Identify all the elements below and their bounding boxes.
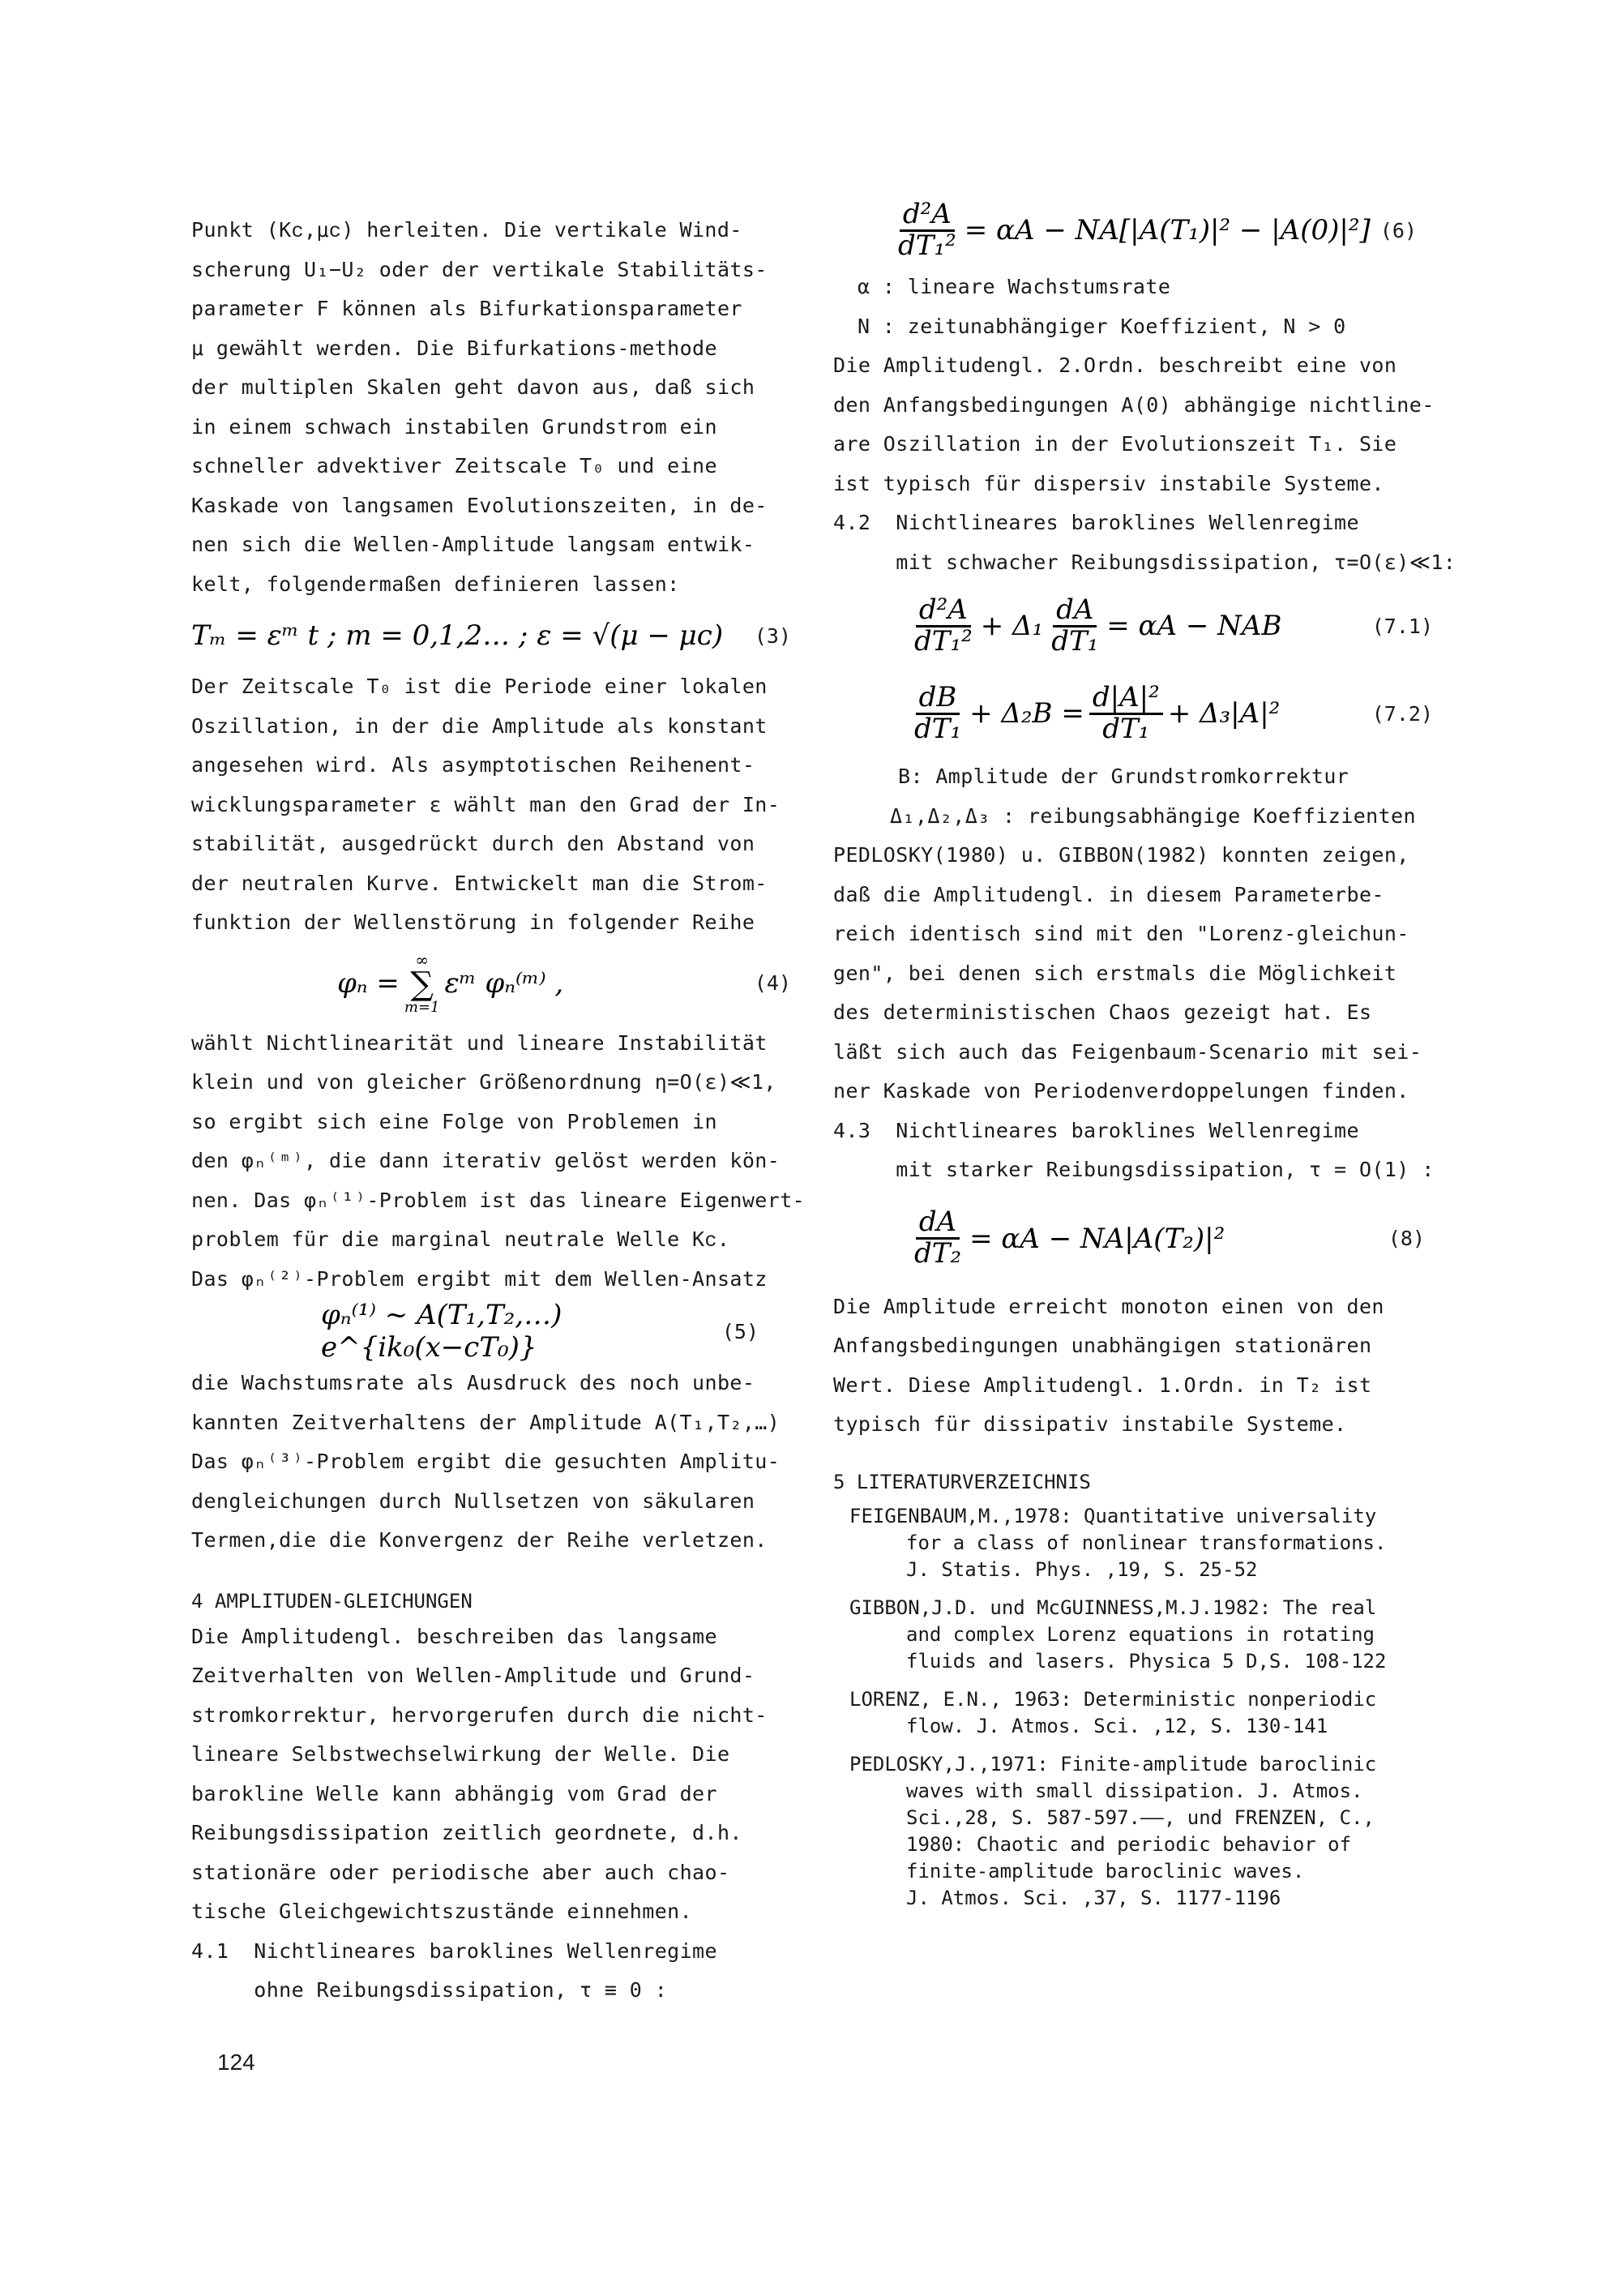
text-line: kelt, folgendermaßen definieren lassen: <box>191 572 680 596</box>
numerator: dB <box>916 683 960 715</box>
page-number: 124 <box>217 2050 255 2075</box>
equation-7-1 <box>833 582 1449 670</box>
reference-line: J. Atmos. Sci. ,37, S. 1177-1196 <box>906 1886 1281 1909</box>
reference-line: FEIGENBAUM,M.,1978: Quantitative universality <box>849 1504 1377 1527</box>
text-line: barokline Welle kann abhängig vom Grad der <box>191 1781 717 1806</box>
sum-upper-limit: ∞ <box>415 950 430 970</box>
text-line: stationäre oder periodische aber auch chao- <box>191 1860 730 1884</box>
fraction <box>1089 680 1163 745</box>
section-4-heading: 4 AMPLITUDEN-GLEICHUNGEN <box>191 1589 473 1613</box>
paragraph-3 <box>191 1024 806 1300</box>
text-line: angesehen wird. Als asymptotischen Reihenent- <box>191 753 755 777</box>
equation-5 <box>191 1299 791 1364</box>
subsection-4-1 <box>191 1932 791 2011</box>
fraction <box>911 1208 964 1268</box>
text-line: nen sich die Wellen-Amplitude langsam entwik- <box>191 533 755 556</box>
sum-lower-limit: m=1 <box>404 999 440 1016</box>
reference-line: finite-amplitude baroclinic waves. <box>906 1859 1305 1883</box>
text-line: nen. Das φₙ⁽¹⁾-Problem ist das lineare Eigenwert- <box>191 1188 806 1212</box>
equation-5-expr: φₙ⁽¹⁾ ~ A(T₁,T₂,…) e^{ik₀(x−cT₀)} <box>321 1299 562 1364</box>
text-line: stromkorrektur, hervorgerufen durch die nicht- <box>191 1703 768 1727</box>
definitions-2 <box>833 757 1449 836</box>
text-line: Der Zeitscale T₀ ist die Periode einer lokalen <box>191 675 768 698</box>
subsection-title: ohne Reibungsdissipation, τ ≡ 0 : <box>191 1978 668 2002</box>
text-line: Das φₙ⁽³⁾-Problem ergibt die gesuchten Amplitu- <box>191 1450 781 1473</box>
reference-line: J. Statis. Phys. ,19, S. 25-52 <box>906 1557 1258 1581</box>
section-5-heading: 5 LITERATURVERZEICHNIS <box>833 1470 1091 1493</box>
text-line: läßt sich auch das Feigenbaum-Scenario mit sei- <box>833 1039 1422 1064</box>
text-line: μ gewählt werden. Die Bifurkations-methode <box>191 336 717 360</box>
definitions-1 <box>833 268 1449 346</box>
text-line: lineare Selbstwechselwirkung der Welle. Die <box>191 1742 730 1766</box>
numerator: d²A <box>900 200 955 232</box>
numerator: d|A|² <box>1089 683 1163 715</box>
reference-line: waves with small dissipation. J. Atmos. <box>906 1779 1363 1802</box>
text-line: des deterministischen Chaos gezeigt hat. Es <box>833 1000 1372 1024</box>
subsection-title: mit starker Reibungsdissipation, τ = O(1) : <box>833 1158 1435 1181</box>
definition-line: Δ₁,Δ₂,Δ₃ : reibungsabhängige Koeffizienten <box>890 803 1416 828</box>
text-line: problem für die marginal neutrale Welle Kᴄ. <box>191 1227 730 1251</box>
definition-line: N : zeitunabhängiger Koeffizient, N > 0 <box>858 314 1346 338</box>
equation-3-number: (3) <box>754 623 791 648</box>
reference-item <box>849 1595 1449 1675</box>
text-line: gen", bei denen sich erstmals die Möglichkeit <box>833 961 1397 985</box>
left-column <box>191 211 806 2011</box>
equation-7-1-number: (7.1) <box>1371 614 1433 638</box>
text-line: der neutralen Kurve. Entwickelt man die Strom- <box>191 871 768 895</box>
numerator: dA <box>916 1208 960 1240</box>
text-line: den φₙ⁽ᵐ⁾, die dann iterativ gelöst werden kön- <box>191 1149 781 1172</box>
paragraph-6 <box>833 346 1449 503</box>
reference-line: flow. J. Atmos. Sci. ,12, S. 130-141 <box>906 1714 1328 1737</box>
text-line: tische Gleichgewichtszustände einnehmen. <box>191 1900 693 1923</box>
equation-4 <box>191 943 791 1024</box>
text-line: klein und von gleicher Größenordnung η=O(ε)≪1, <box>191 1070 776 1094</box>
equation-7-1-expr <box>906 593 1282 658</box>
text-line: typisch für dissipativ instabile Systeme. <box>833 1412 1347 1436</box>
text-line: den Anfangsbedingungen A(0) abhängige nichtline- <box>833 392 1435 417</box>
equation-7-2-rhs: + Δ₃|A|² <box>1167 697 1281 730</box>
text-line: reich identisch sind mit den "Lorenz-gleichun- <box>833 922 1409 945</box>
summation <box>404 950 440 1016</box>
equation-6 <box>833 193 1449 268</box>
paragraph-5 <box>191 1617 791 1932</box>
equation-3-expr: Tₘ = εᵐ t ; m = 0,1,2… ; ε = √(μ − μᴄ) <box>191 619 724 652</box>
reference-item <box>849 1503 1449 1583</box>
equation-4-expr <box>337 950 563 1016</box>
reference-line: 1980: Chaotic and periodic behavior of <box>906 1832 1352 1856</box>
text-line: daß die Amplitudengl. in diesem Parameterbe- <box>833 882 1384 906</box>
reference-line: GIBBON,J.D. und McGUINNESS,M.J.1982: The real <box>849 1596 1377 1619</box>
text-line: PEDLOSKY(1980) u. GIBBON(1982) konnten zeigen, <box>833 843 1409 867</box>
text-line: Zeitverhalten von Wellen-Amplitude und Grund- <box>191 1664 755 1687</box>
numerator: dA <box>1053 596 1097 628</box>
paragraph-2 <box>191 667 791 943</box>
subsection-title: 4.2 Nichtlineares baroklines Wellenregime <box>833 511 1359 534</box>
subsection-4-3 <box>833 1112 1449 1190</box>
reference-line: PEDLOSKY,J.,1971: Finite-amplitude baroclinic <box>849 1752 1377 1776</box>
equation-8 <box>833 1190 1449 1287</box>
text-line: dengleichungen durch Nullsetzen von säkularen <box>191 1489 755 1513</box>
denominator: dT₂ <box>914 1237 962 1270</box>
definition-line: B: Amplitude der Grundstromkorrektur <box>898 765 1349 788</box>
equation-4-number: (4) <box>754 971 791 995</box>
text-line: Die Amplitudengl. beschreiben das langsame <box>191 1624 717 1648</box>
paragraph-7 <box>833 836 1449 1112</box>
text-line: Anfangsbedingungen unabhängigen stationären <box>833 1334 1372 1357</box>
denominator: dT₁ <box>914 712 962 745</box>
equation-6-number: (6) <box>1379 218 1417 242</box>
subsection-title: 4.3 Nichtlineares baroklines Wellenregime <box>833 1118 1359 1142</box>
text-line: in einem schwach instabilen Grundstrom ein <box>191 414 717 439</box>
text-line: so ergibt sich eine Folge von Problemen in <box>191 1109 717 1133</box>
denominator: dT₁² <box>898 229 956 262</box>
reference-item <box>849 1751 1449 1912</box>
equation-7-1-plus: + Δ₁ <box>980 610 1044 642</box>
text-line: wählt Nichtlinearität und lineare Instabilität <box>191 1030 768 1055</box>
reference-item <box>849 1686 1449 1740</box>
definition-line: α : lineare Wachstumsrate <box>858 275 1171 298</box>
fraction <box>911 680 964 745</box>
equation-3 <box>191 604 791 667</box>
equation-7-2-number: (7.2) <box>1371 701 1433 726</box>
text-line: funktion der Wellenstörung in folgender Reihe <box>191 910 755 934</box>
paragraph-1 <box>191 211 791 604</box>
text-line: die Wachstumsrate als Ausdruck des noch unbe- <box>191 1371 755 1394</box>
text-line: stabilität, ausgedrückt durch den Abstand von <box>191 832 755 855</box>
subsection-title: 4.1 Nichtlineares baroklines Wellenregime <box>191 1938 717 1963</box>
equation-7-1-rhs: = αA − NAB <box>1106 610 1282 642</box>
denominator: dT₁ <box>1102 712 1150 745</box>
text-line: kannten Zeitverhaltens der Amplitude A(T₁,T₂,…) <box>191 1410 781 1434</box>
paragraph-8 <box>833 1287 1449 1445</box>
equation-8-expr <box>906 1208 1225 1268</box>
text-line: ner Kaskade von Periodenverdoppelungen finden. <box>833 1079 1409 1103</box>
numerator: d²A <box>916 596 971 628</box>
text-line: Oszillation, in der die Amplitude als konstant <box>191 713 768 738</box>
text-line: der multiplen Skalen geht davon aus, daß sich <box>191 375 755 399</box>
equation-6-expr <box>890 197 1371 262</box>
text-line: are Oszillation in der Evolutionszeit T₁. Sie <box>833 432 1397 456</box>
text-line: schneller advektiver Zeitscale T₀ und eine <box>191 454 717 478</box>
subsection-4-2 <box>833 503 1456 582</box>
text-line: Termen,die die Konvergenz der Reihe verletzen. <box>191 1528 768 1552</box>
text-line: Die Amplitudengl. 2.Ordn. beschreibt eine von <box>833 353 1397 377</box>
fraction <box>895 197 960 262</box>
text-line: wicklungsparameter ε wählt man den Grad der In- <box>191 792 781 816</box>
reference-line: and complex Lorenz equations in rotating <box>906 1622 1375 1646</box>
text-line: Reibungsdissipation zeitlich geordnete, d.h. <box>191 1821 742 1844</box>
reference-line: Sci.,28, S. 587-597.——, und FRENZEN, C., <box>906 1806 1375 1829</box>
reference-line: fluids and lasers. Physica 5 D,S. 108-122 <box>906 1649 1387 1673</box>
denominator: dT₁² <box>914 624 973 658</box>
right-column <box>833 193 1456 1923</box>
reference-line: LORENZ, E.N., 1963: Deterministic nonperiodic <box>849 1687 1377 1711</box>
equation-8-rhs: = αA − NA|A(T₂)|² <box>969 1222 1225 1255</box>
text-line: scherung U₁−U₂ oder der vertikale Stabilitäts- <box>191 257 768 281</box>
text-line: ist typisch für dispersiv instabile Systeme. <box>833 471 1384 495</box>
equation-7-2-expr <box>906 680 1281 745</box>
text-line: Wert. Diese Amplitudengl. 1.Ordn. in T₂ ist <box>833 1373 1372 1397</box>
equation-7-2 <box>833 670 1449 757</box>
text-line: Punkt (Kᴄ,μᴄ) herleiten. Die vertikale Wind- <box>191 218 742 242</box>
sum-sign: ∑ <box>410 966 434 1003</box>
text-line: Das φₙ⁽²⁾-Problem ergibt mit dem Wellen-Ansatz <box>191 1266 768 1291</box>
equation-7-2-mid: + Δ₂B = <box>969 697 1084 730</box>
equation-4-lhs: φₙ = <box>337 966 400 1000</box>
references-list <box>833 1503 1449 1912</box>
equation-5-number: (5) <box>721 1319 759 1343</box>
paragraph-4 <box>191 1364 791 1561</box>
reference-line: for a class of nonlinear transformations. <box>906 1531 1387 1554</box>
text-line: Kaskade von langsamen Evolutionszeiten, in de- <box>191 493 768 517</box>
denominator: dT₁ <box>1051 624 1099 658</box>
equation-8-number: (8) <box>1388 1227 1425 1250</box>
text-line: parameter F können als Bifurkationsparameter <box>191 297 742 320</box>
text-line: Die Amplitude erreicht monoton einen von den <box>833 1294 1384 1318</box>
subsection-title: mit schwacher Reibungsdissipation, τ=O(ε)≪1: <box>833 550 1456 574</box>
fraction <box>1048 593 1101 658</box>
equation-4-rhs: εᵐ φₙ⁽ᵐ⁾ , <box>444 966 564 1000</box>
equation-6-rhs: = αA − NA[|A(T₁)|² − |A(0)|²] <box>964 214 1371 246</box>
fraction <box>911 593 976 658</box>
